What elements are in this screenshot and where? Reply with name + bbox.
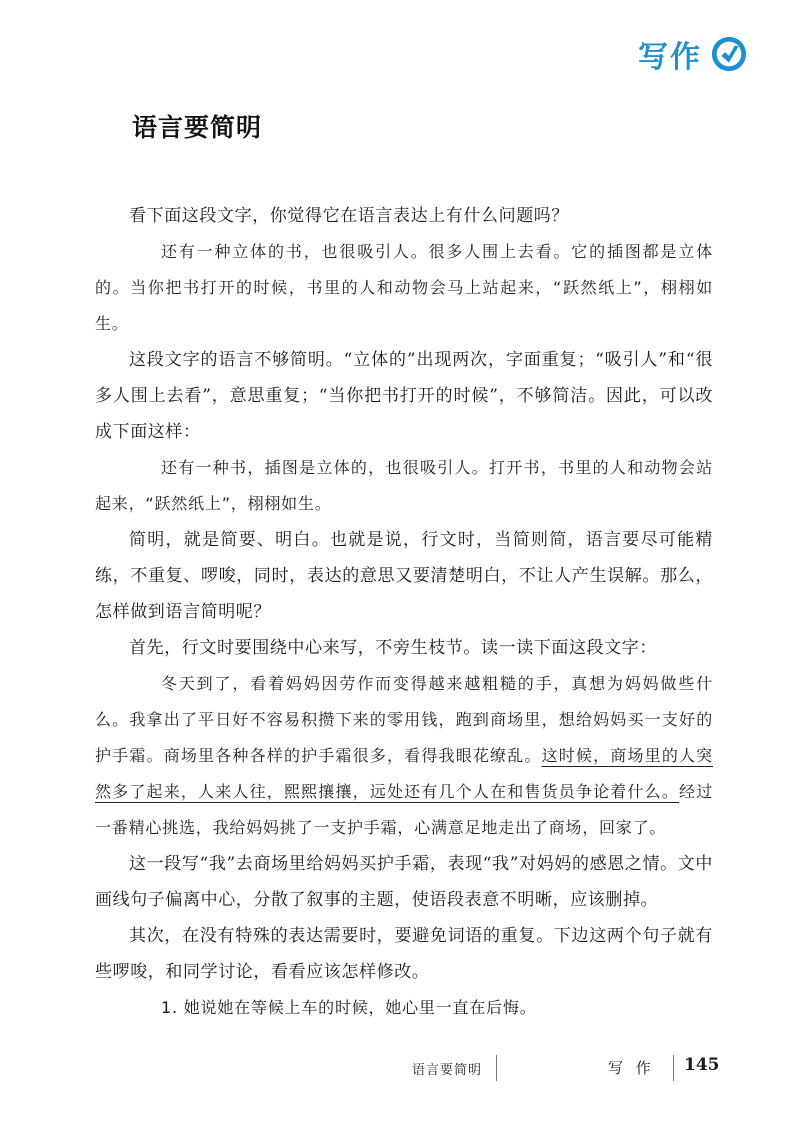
quote-example-revised: 还有一种书，插图是立体的，也很吸引人。打开书，书里的人和动物会站起来，“跃然纸上”，栩栩如生。 bbox=[95, 458, 713, 513]
exercise-item: 1. 她说她在等候上车的时候，她心里一直在后悔。 bbox=[161, 998, 537, 1017]
footer-section: 写 作 bbox=[608, 1059, 655, 1077]
pen-circle-icon bbox=[710, 35, 748, 73]
section-tag-label: 写作 bbox=[638, 40, 702, 75]
paragraph: 简明，就是简要、明白。也就是说，行文时，当简则简，语言要尽可能精练，不重复、啰唆，同时，表达的意思又要清楚明白，不让人产生误解。那么，怎样做到语言简明呢？ bbox=[95, 530, 713, 622]
article-body bbox=[95, 198, 713, 1026]
footer-chapter-title: 语言要简明 bbox=[412, 1063, 483, 1078]
paragraph: 这段文字的语言不够简明。“立体的”出现两次，字面重复；“吸引人”和“很多人围上去看”，意思重复；“当你把书打开的时候”，不够简洁。因此，可以改成下面这样： bbox=[95, 350, 713, 442]
quote-text: 冬天到了，看着妈妈因劳作而变得越来越粗糙的手，真想为妈妈做些什么。我拿出了平日好不容易积攒下来的零用钱，跑到商场里，想给妈妈买一支好的护手霜。商场里各种各样的护手霜很多，看得我眼花缭乱。 bbox=[95, 674, 713, 765]
paragraph: 看下面这段文字，你觉得它在语言表达上有什么问题吗？ bbox=[129, 206, 569, 226]
footer-divider bbox=[673, 1055, 674, 1081]
quote-example-story bbox=[95, 666, 713, 846]
page-footer bbox=[0, 1053, 800, 1087]
underlined-sentence: 这时候，商场里的人突然多了起来，人来人往，熙熙攘攘，远处还有几个人在和售货员争论着什么。 bbox=[95, 746, 713, 801]
paragraph: 这一段写“我”去商场里给妈妈买护手霜，表现“我”对妈妈的感恩之情。文中画线句子偏离中心，分散了叙事的主题，使语段表意不明晰，应该删掉。 bbox=[95, 854, 713, 910]
section-tag bbox=[638, 32, 748, 76]
page-title: 语言要简明 bbox=[132, 113, 263, 142]
footer-divider bbox=[496, 1055, 497, 1081]
page-number: 145 bbox=[684, 1055, 720, 1075]
quote-example-original: 还有一种立体的书，也很吸引人。很多人围上去看。它的插图都是立体的。当你把书打开的时候，书里的人和动物会马上站起来，“跃然纸上”，栩栩如生。 bbox=[95, 242, 713, 333]
paragraph: 首先，行文时要围绕中心来写，不旁生枝节。读一读下面这段文字： bbox=[129, 638, 657, 658]
paragraph: 其次，在没有特殊的表达需要时，要避免词语的重复。下边这两个句子就有些啰唆，和同学讨论，看看应该怎样修改。 bbox=[95, 926, 713, 982]
quote-text: 经过一番精心挑选，我给妈妈挑了一支护手霜，心满意足地走出了商场，回家了。 bbox=[95, 782, 713, 837]
